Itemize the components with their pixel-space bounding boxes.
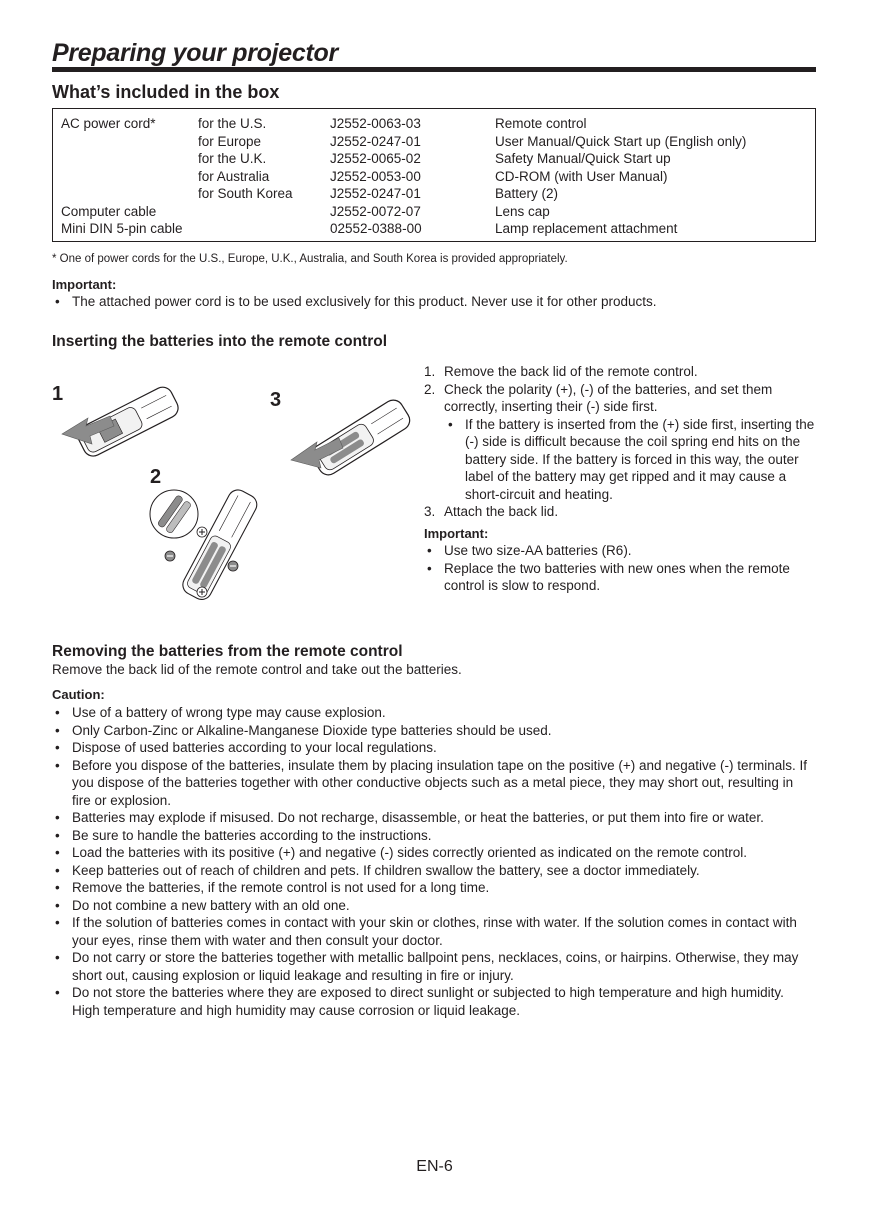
list-item: • Use two size-AA batteries (R6). [424, 542, 804, 560]
box-contents-table [52, 108, 816, 242]
list-item: • Batteries may explode if misused. Do not recharge, disassemble, or heat the batteries, or put them into fire or water. [52, 809, 814, 827]
item-region: for Europe [198, 133, 262, 149]
minus-polarity-icon [165, 551, 175, 561]
accessory-item: Remote control [495, 116, 587, 131]
item-part-number: J2552-0247-01 [330, 186, 421, 201]
item-region: for South Korea [198, 186, 293, 201]
important-list [52, 293, 822, 311]
plus-polarity-icon [197, 587, 207, 597]
step-text: Attach the back lid. [444, 504, 559, 519]
remote-lid-attach-illustration [285, 378, 415, 488]
step-number: 3. [424, 504, 436, 519]
item-part-number: J2552-0063-03 [330, 116, 421, 131]
item-part-number: J2552-0053-00 [330, 168, 421, 184]
item-name: AC power cord* [61, 116, 156, 131]
list-item: • Replace the two batteries with new ones when the remote control is slow to respond. [424, 560, 804, 595]
step-label-1: 1 [52, 383, 64, 405]
list-item: • Do not store the batteries where they are exposed to direct sunlight or subjected to high temperature and high humidity. High temperature and high humidity may cause corrosion or liquid leakage. [52, 984, 814, 1019]
battery-polarity-illustration [140, 488, 280, 600]
step-sub-list [444, 416, 824, 504]
title-rule [52, 67, 816, 72]
page-number: EN-6 [416, 1158, 453, 1175]
step-label-2: 2 [150, 466, 162, 488]
item-part-number: 02552-0388-00 [330, 221, 422, 236]
list-item: • Use of a battery of wrong type may cause explosion. [52, 704, 814, 722]
power-cord-footnote: * One of power cords for the U.S., Europe, U.K., Australia, and South Korea is provided appropriately. [52, 253, 568, 265]
step-text: Remove the back lid of the remote control. [444, 364, 698, 379]
insert-steps-list [424, 363, 824, 521]
list-item: • Before you dispose of the batteries, insulate them by placing insulation tape on the positive (+) and negative (-) terminals. If you dispose of the batteries together with other conductive objects such as a metal piece, they may short out, resulting in fire or explosion. [52, 757, 814, 810]
item-name: Mini DIN 5-pin cable [61, 221, 183, 236]
list-item: • Only Carbon-Zinc or Alkaline-Manganese Dioxide type batteries should be used. [52, 722, 814, 740]
list-item: • The attached power cord is to be used exclusively for this product. Never use it for other products. [52, 293, 822, 311]
item-region: for the U.K. [198, 151, 267, 166]
list-item: • Remove the batteries, if the remote control is not used for a long time. [52, 879, 814, 897]
plus-polarity-icon [197, 527, 207, 537]
item-region: for Australia [198, 168, 270, 184]
step-number: 2. [424, 381, 436, 397]
important-list [424, 542, 804, 595]
remove-batteries-heading: Removing the batteries from the remote control [52, 643, 403, 660]
list-item: • Keep batteries out of reach of children and pets. If children swallow the battery, see a doctor immediately. [52, 862, 814, 880]
caution-list [52, 704, 814, 1019]
page-title: Preparing your projector [52, 39, 338, 67]
list-item [424, 363, 824, 381]
step-label-3: 3 [270, 389, 282, 411]
list-item [424, 381, 824, 504]
item-part-number: J2552-0065-02 [330, 151, 421, 166]
item-region: for the U.S. [198, 116, 267, 131]
item-part-number: J2552-0247-01 [330, 133, 421, 149]
list-item: • Dispose of used batteries according to your local regulations. [52, 739, 814, 757]
list-item: • Load the batteries with its positive (+) and negative (-) sides correctly oriented as indicated on the remote control. [52, 844, 814, 862]
important-label: Important: [52, 277, 117, 292]
step-text: Check the polarity (+), (-) of the batteries, and set them correctly, inserting their (-) side first. [444, 381, 773, 414]
important-label: Important: [424, 526, 489, 541]
box-contents-heading: What’s included in the box [52, 82, 280, 102]
minus-polarity-icon [228, 561, 238, 571]
caution-label: Caution: [52, 687, 105, 702]
accessory-item: CD-ROM (with User Manual) [495, 168, 668, 184]
remove-intro-text: Remove the back lid of the remote control and take out the batteries. [52, 662, 462, 677]
item-name: Computer cable [61, 203, 157, 219]
accessory-item: User Manual/Quick Start up (English only) [495, 133, 747, 149]
list-item: • Do not combine a new battery with an old one. [52, 897, 814, 915]
list-item: • Be sure to handle the batteries according to the instructions. [52, 827, 814, 845]
insert-batteries-heading: Inserting the batteries into the remote control [52, 333, 388, 350]
list-item: • If the battery is inserted from the (+) side first, inserting the (-) side is difficult because the coil spring end hits on the battery side. If the battery is forced in this way, the outer label of the battery may get ripped and it may cause a short-circuit and heating. [444, 416, 824, 504]
accessory-item: Safety Manual/Quick Start up [495, 151, 671, 166]
list-item [424, 503, 824, 521]
accessory-item: Battery (2) [495, 186, 559, 201]
accessory-item: Lens cap [495, 203, 550, 219]
list-item: • If the solution of batteries comes in contact with your skin or clothes, rinse with water. If the solution comes in contact with your eyes, rinse them with water and then consult your doctor. [52, 914, 814, 949]
remote-lid-removal-illustration [58, 378, 188, 468]
step-number: 1. [424, 364, 436, 379]
accessory-item: Lamp replacement attachment [495, 221, 678, 236]
item-part-number: J2552-0072-07 [330, 203, 421, 219]
list-item: • Do not carry or store the batteries together with metallic ballpoint pens, necklaces, coins, or hairpins. Otherwise, they may short out, causing explosion or liquid leakage and resulting in fire or injury. [52, 949, 814, 984]
